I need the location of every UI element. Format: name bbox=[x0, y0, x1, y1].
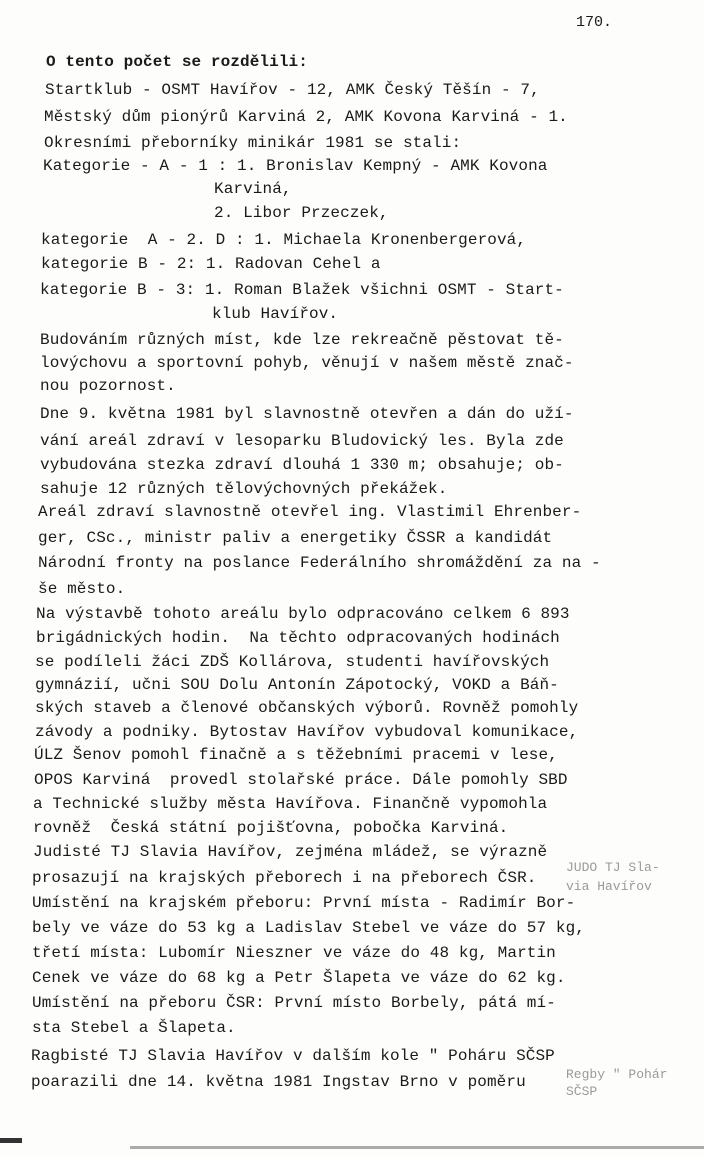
text-line: Cenek ve váze do 68 kg a Petr Šlapeta ve váze do 62 kg. bbox=[32, 969, 566, 987]
text-line: Umístění na přeboru ČSR: První místo Borbely, pátá mí- bbox=[32, 994, 556, 1012]
scan-edge-mark bbox=[0, 1138, 22, 1143]
page-number: 170. bbox=[576, 14, 613, 31]
text-line: prosazují na krajských přeborech i na přeborech ČSR. bbox=[32, 869, 537, 887]
text-line: ských staveb a členové občanských výborů. Rovněž pomohly bbox=[35, 699, 579, 717]
text-line: še město. bbox=[38, 580, 126, 598]
text-line: poarazili dne 14. května 1981 Ingstav Brno v poměru bbox=[31, 1073, 526, 1091]
text-line: nou pozornost. bbox=[40, 377, 176, 395]
text-line: ger, CSc., ministr paliv a energetiky ČSSR a kandidát bbox=[38, 529, 553, 547]
text-line: Judisté TJ Slavia Havířov, zejména mládež, se výrazně bbox=[33, 843, 548, 861]
margin-note: JUDO TJ Sla- bbox=[566, 860, 660, 875]
text-line: gymnázií, učni SOU Dolu Antonín Zápotocký, VOKD a Báň- bbox=[35, 676, 559, 694]
text-line: Ragbisté TJ Slavia Havířov v dalším kole " Poháru SČSP bbox=[31, 1047, 555, 1065]
text-line: vání areál zdraví v lesoparku Bludovický les. Byla zde bbox=[40, 432, 564, 450]
text-line: Dne 9. května 1981 byl slavnostně otevřen a dán do uží- bbox=[40, 405, 574, 423]
text-line: bely ve váze do 53 kg a Ladislav Stebel ve váze do 57 kg, bbox=[32, 919, 585, 937]
text-line: Městský dům pionýrů Karviná 2, AMK Kovona Karviná - 1. bbox=[44, 108, 568, 126]
text-line: lovýchovu a sportovní pohyb, věnují v našem městě znač- bbox=[40, 354, 574, 372]
text-line: kategorie B - 2: 1. Radovan Cehel a bbox=[41, 255, 381, 273]
text-line: vybudována stezka zdraví dlouhá 1 330 m; obsahuje; ob- bbox=[40, 456, 564, 474]
text-line: O tento počet se rozdělili: bbox=[46, 53, 308, 71]
text-line: Budováním různých míst, kde lze rekreačně pěstovat tě- bbox=[40, 331, 564, 349]
text-line: Národní fronty na poslance Federálního shromáždění za na - bbox=[38, 554, 601, 572]
margin-note: Regby " Pohár bbox=[566, 1067, 668, 1082]
text-line: závody a podniky. Bytostav Havířov vybudoval komunikace, bbox=[35, 723, 579, 741]
text-line: Na výstavbě tohoto areálu bylo odpracováno celkem 6 893 bbox=[36, 605, 570, 623]
text-line: sta Stebel a Šlapeta. bbox=[32, 1019, 236, 1037]
text-line: Startklub - OSMT Havířov - 12, AMK Český Těšín - 7, bbox=[45, 81, 540, 99]
margin-note: via Havířov bbox=[566, 879, 652, 894]
margin-note: SČSP bbox=[566, 1084, 598, 1099]
text-line: sahuje 12 různých tělovýchovných překážek. bbox=[40, 480, 448, 498]
text-line: Okresními přeborníky minikár 1981 se stali: bbox=[44, 134, 462, 152]
text-line: kategorie B - 3: 1. Roman Blažek všichni OSMT - Start- bbox=[40, 281, 564, 299]
text-line: a Technické služby města Havířova. Finančně vypomohla bbox=[33, 795, 548, 813]
text-line: 2. Libor Przeczek, bbox=[214, 204, 389, 222]
text-line: třetí místa: Lubomír Nieszner ve váze do 48 kg, Martin bbox=[32, 944, 556, 962]
scan-edge-rule bbox=[130, 1146, 704, 1149]
text-line: se podíleli žáci ZDŠ Kollárova, studenti havířovských bbox=[35, 653, 550, 671]
text-line: OPOS Karviná provedl stolařské práce. Dále pomohly SBD bbox=[34, 771, 568, 789]
text-line: brigádnických hodin. Na těchto odpracovaných hodinách bbox=[36, 629, 560, 647]
text-line: klub Havířov. bbox=[212, 305, 339, 323]
text-line: Umístění na krajském přeboru: První místa - Radimír Bor- bbox=[32, 894, 576, 912]
text-line: kategorie A - 2. D : 1. Michaela Kronenbergerová, bbox=[41, 231, 527, 249]
text-line: ÚLZ Šenov pomohl finačně a s těžebními pracemi v lese, bbox=[34, 746, 558, 764]
text-line: Kategorie - A - 1 : 1. Bronislav Kempný - AMK Kovona bbox=[43, 157, 548, 175]
text-line: Karviná, bbox=[214, 180, 292, 198]
text-line: Areál zdraví slavnostně otevřel ing. Vlastimil Ehrenber- bbox=[38, 503, 582, 521]
text-line: rovněž Česká státní pojišťovna, pobočka Karviná. bbox=[33, 819, 509, 837]
